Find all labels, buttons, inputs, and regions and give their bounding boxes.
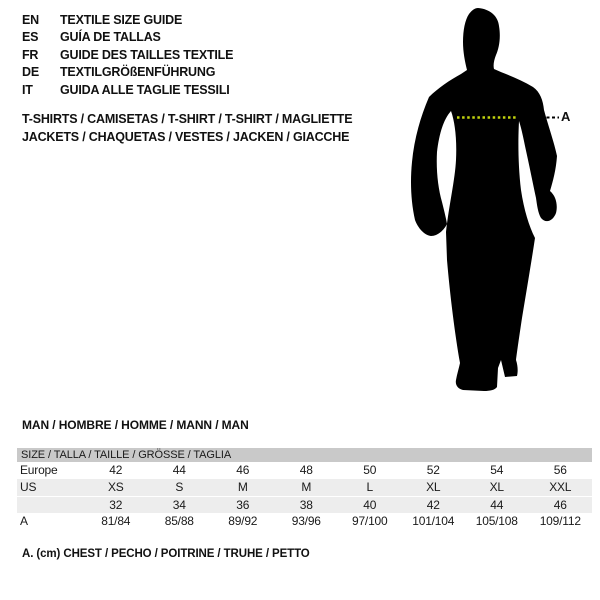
language-code: IT [22,82,33,97]
category-tshirts: T-SHIRTS / CAMISETAS / T-SHIRT / T-SHIRT / MAGLIETTE [22,112,353,126]
cell: XS [107,480,124,494]
cell: 38 [299,498,313,512]
language-row [22,29,233,47]
table-row-europe [17,462,592,479]
cell: 109/112 [539,514,581,528]
measurement-footnote: A. (cm) CHEST / PECHO / POITRINE / TRUHE / PETTO [22,548,310,560]
man-silhouette [405,5,575,395]
section-title-man: MAN / HOMBRE / HOMME / MANN / MAN [22,418,249,432]
cell: 85/88 [164,514,194,528]
cell: 46 [236,463,250,477]
language-row [22,81,233,99]
cell: 32 [109,498,123,512]
row-label: Europe [20,463,58,477]
language-row [22,46,233,64]
language-code: ES [22,30,39,45]
language-label: GUIDA ALLE TAGLIE TESSILI [60,82,230,97]
cell: 44 [172,463,186,477]
cell: 52 [426,463,440,477]
cell: 89/92 [228,514,258,528]
cell: M [237,480,248,494]
cell: S [175,480,184,494]
cell: 48 [299,463,313,477]
language-label: TEXTILGRÖßENFÜHRUNG [60,65,216,80]
cell: 44 [490,498,504,512]
cell: 42 [109,463,123,477]
category-jackets: JACKETS / CHAQUETAS / VESTES / JACKEN / GIACCHE [22,130,350,144]
language-label: GUÍA DE TALLAS [60,30,161,45]
cell: 46 [553,498,567,512]
table-row-us [17,479,592,496]
cell: XXL [549,480,572,494]
table-row-chest-a [17,513,592,530]
cell: 81/84 [101,514,131,528]
cell: 42 [426,498,440,512]
garment-category-list [22,110,352,146]
cell: 97/100 [351,514,388,528]
cell: 40 [363,498,377,512]
language-list [22,11,233,99]
language-label: TEXTILE SIZE GUIDE [60,12,183,27]
cell: 105/108 [475,514,518,528]
cell: 93/96 [291,514,321,528]
cell: L [366,480,373,494]
cell: 36 [236,498,250,512]
cell: M [301,480,312,494]
cell: 34 [172,498,186,512]
size-table-header: SIZE / TALLA / TAILLE / GRÖSSE / TAGLIA [17,448,592,462]
table-row-alt-size [17,496,592,513]
row-label: A [20,514,28,528]
language-code: DE [22,65,39,80]
language-label: GUIDE DES TAILLES TEXTILE [60,47,234,62]
man-silhouette-shape [411,8,557,391]
cell: 54 [490,463,504,477]
row-label: US [20,480,37,494]
language-code: EN [22,12,39,27]
row-label [17,497,84,513]
measurement-a-label: A [561,109,571,124]
cell: XL [426,480,441,494]
cell: XL [489,480,504,494]
cell: 56 [553,463,567,477]
language-code: FR [22,47,39,62]
cell: 50 [363,463,377,477]
cell: 101/104 [412,514,455,528]
language-row [22,11,233,29]
language-row [22,64,233,82]
size-table [17,448,592,530]
